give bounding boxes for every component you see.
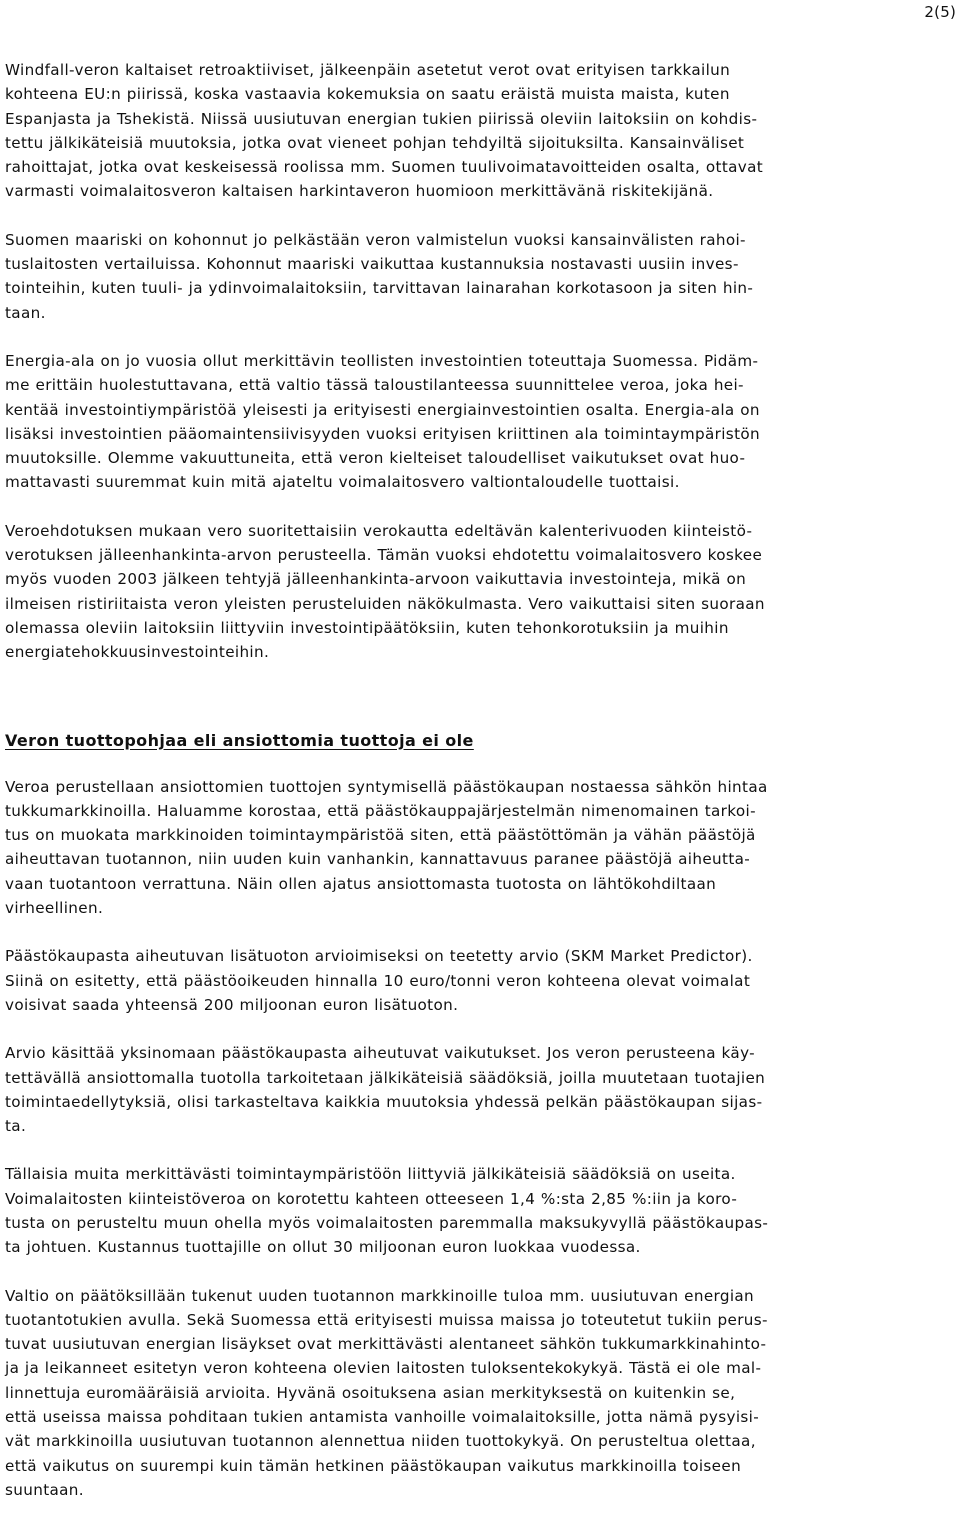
document-body bbox=[5, 58, 945, 1526]
paragraph-energy-investments: Energia-ala on jo vuosia ollut merkittävin teollisten investointien toteuttaja Suomessa. Pidäm- me erittäin huolestuttavana, että valtio tässä taloustilanteessa suunnittelee veroa, joka hei- kentää investointiympäristöä yleisesti ja erityisesti energiainvestointien osalta. Energia-ala on lisäksi investointien pääomaintensiivisyyden vuoksi erityisen kriittinen ala toimintaympäristön muutoksille. Olemme vakuuttuneita, että veron kielteiset taloudelliset vaikutukset ovat huo- mattavasti suuremmat kuin mitä ajateltu voimalaitosvero valtiontaloudelle tuottaisi. bbox=[5, 351, 760, 492]
spacer bbox=[5, 689, 945, 703]
paragraph-country-risk: Suomen maariski on kohonnut jo pelkästään veron valmistelun vuoksi kansainvälisten rahoi- tuslaitosten vertailuissa. Kohonnut maariski vaikuttaa kustannuksia nostavasti uusiin inves- tointeihin, kuten tuuli- ja ydinvoimalaitoksiin, tarvittavan lainarahan korkotasoon ja siten hin- taan. bbox=[5, 230, 754, 322]
paragraph-skm-estimate: Päästökaupasta aiheutuvan lisätuoton arvioimiseksi on teetetty arvio (SKM Market Predictor). Siinä on esitetty, että päästöoikeuden hinnalla 10 euro/tonni veron kohteena olevat voimalat voisivat saada yhteensä 200 miljoonan euron lisätuoton. bbox=[5, 947, 753, 1014]
paragraph-unearned-profits: Veroa perustellaan ansiottomien tuottojen syntymisellä päästökaupan nostaessa sähkön hintaa tukkumarkkinoilla. Haluamme korostaa, että päästökauppajärjestelmän nimenomainen tarkoi- tus on muokata markkinoiden toimintaympäristöä siten, että päästöttömän ja vähän päästöjä aiheuttavan tuotannon, niin uuden kuin vanhankin, kannattavuus paranee päästöjä aiheutta- vaan tuotantoon verrattuna. Näin ollen ajatus ansiottomasta tuotosta on lähtökohdiltaan virheellinen. bbox=[5, 777, 768, 918]
page-number: 2(5) bbox=[924, 3, 956, 21]
paragraph-estimate-scope: Arvio käsittää yksinomaan päästökaupasta aiheutuvat vaikutukset. Jos veron perusteena käy- tettävällä ansiottomalla tuotolla tarkoitetaan jälkikäteisiä säädöksiä, joilla muutetaan tuotajien toimintaedellytyksiä, olisi tarkasteltava kaikkia muutoksia yhdessä pelkän päästökaupan sijas- ta. bbox=[5, 1044, 766, 1136]
paragraph-tax-basis: Veroehdotuksen mukaan vero suoritettaisiin verokautta edeltävän kalenterivuoden kiinteistö- verotuksen jälleenhankinta-arvon perusteella. Tämän vuoksi ehdotettu voimalaitosvero koskee myös vuoden 2003 jälkeen tehtyjä jälleenhankinta-arvoon vaikuttavia investointeja, mikä on ilmeisen ristiriitaista veron yleisten perusteluiden näkökulmasta. Vero vaikuttaisi siten suoraan olemassa oleviin laitoksiin liittyviin investointipäätöksiin, kuten tehonkorotuksiin ja muihin energiatehokkuusinvestointeihin. bbox=[5, 521, 765, 662]
paragraph-windfall-tax: Windfall-veron kaltaiset retroaktiiviset, jälkeenpäin asetetut verot ovat erityisen tarkkailun kohteena EU:n piirissä, koska vastaavia kokemuksia on saatu eräistä muista maista, kuten Espanjasta ja Tshekistä. Niissä uusiutuvan energian tukien piirissä oleviin laitoksiin on kohdis- tettu jälkikäteisiä muutoksia, jotka ovat vieneet pohjan tehdyiltä sijoituksilta. Kansainväliset rahoittajat, jotka ovat keskeisessä roolissa mm. Suomen tuulivoimatavoitteiden osalta, ottavat varmasti voimalaitosveron kaltaisen harkintaveron huomioon merkittävänä riskitekijänä. bbox=[5, 61, 764, 201]
paragraph-renewable-subsidies: Valtio on päätöksillään tukenut uuden tuotannon markkinoille tuloa mm. uusiutuvan energian tuotantotukien avulla. Sekä Suomessa että erityisesti muissa maissa jo toteutetut tukiin perus- tuvat uusiutuvan energian lisäykset ovat merkittävästi alentaneet sähkön tukkumarkkinahinto- ja ja leikanneet esitetyn veron kohteena olevien laitosten tuloksentekokykyä. Tästä ei ole mal- linnettuja euromääräisiä arvioita. Hyvänä osoituksena asian merkityksestä on kuitenkin se, että useissa maissa pohditaan tukien antamista vanhoille voimalaitoksille, jotta nämä pysyisi- vät markkinoilla uusiutuvan tuotannon alennettua niiden tuottokykyä. On perusteltua olettaa, että vaikutus on suurempi kuin tämän hetkinen päästökaupan vaikutus markkinoilla toiseen suuntaan. bbox=[5, 1286, 768, 1499]
paragraph-property-tax: Tällaisia muita merkittävästi toimintaympäristöön liittyviä jälkikäteisiä säädöksiä on useita. Voimalaitosten kiinteistöveroa on korotettu kahteen otteeseen 1,4 %:sta 2,85 %:iin ja koro- tusta on perusteltu muun ohella myös voimalaitosten paremmalla maksukyvyllä päästökaupas- ta johtuen. Kustannus tuottajille on ollut 30 miljoonan euron luokkaa vuodessa. bbox=[5, 1165, 769, 1257]
section-heading: Veron tuottopohjaa eli ansiottomia tuottoja ei ole bbox=[5, 730, 474, 750]
